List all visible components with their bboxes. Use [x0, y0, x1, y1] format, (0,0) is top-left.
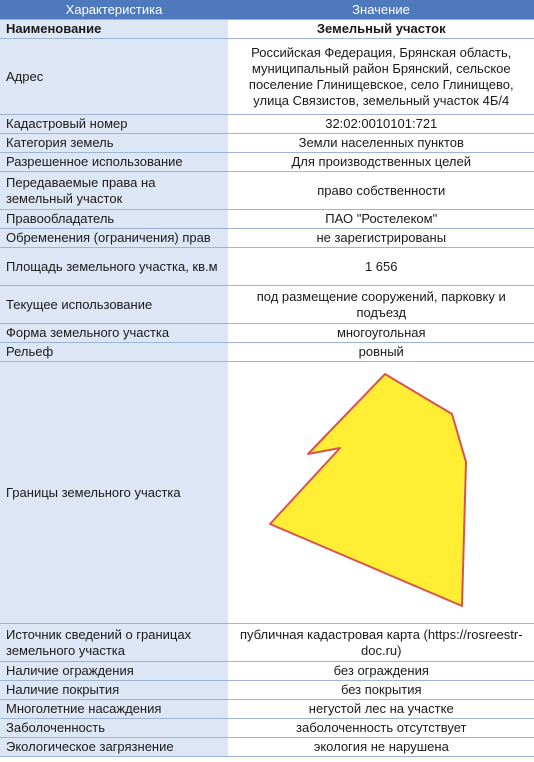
- parcel-boundary-image: [266, 368, 496, 618]
- row-value: 32:02:0010101:721: [228, 115, 534, 134]
- row-key: Категория земель: [0, 134, 228, 153]
- row-value: заболоченность отсутствует: [228, 719, 534, 738]
- row-value: ровный: [228, 343, 534, 362]
- table-row: [0, 210, 534, 229]
- row-value: без покрытия: [228, 681, 534, 700]
- row-key: Разрешенное использование: [0, 153, 228, 172]
- row-key: Адрес: [0, 39, 228, 115]
- row-key: Экологическое загрязнение: [0, 738, 228, 757]
- row-key: Многолетние насаждения: [0, 700, 228, 719]
- table-row: [0, 172, 534, 210]
- table-row: [0, 719, 534, 738]
- table-row: [0, 286, 534, 324]
- table-row: [0, 248, 534, 286]
- row-key: Передаваемые права на земельный участок: [0, 172, 228, 210]
- row-value: Земельный участок: [228, 20, 534, 39]
- row-value: без ограждения: [228, 662, 534, 681]
- row-value: экология не нарушена: [228, 738, 534, 757]
- row-value: публичная кадастровая карта (https://rosreestr-doc.ru): [228, 624, 534, 662]
- row-value: негустой лес на участке: [228, 700, 534, 719]
- row-key: Границы земельного участка: [0, 362, 228, 624]
- parcel-polygon: [270, 374, 466, 606]
- row-value: многоугольная: [228, 324, 534, 343]
- table-row: [0, 343, 534, 362]
- row-value: Земли населенных пунктов: [228, 134, 534, 153]
- row-value: Российская Федерация, Брянская область, муниципальный район Брянский, сельское поселение Глинищевское, село Глинищево, улица Связистов, земельный участок 4Б/4: [228, 39, 534, 115]
- row-key: Форма земельного участка: [0, 324, 228, 343]
- table-row: [0, 229, 534, 248]
- table-row: [0, 624, 534, 662]
- row-value: не зарегистрированы: [228, 229, 534, 248]
- table-row: [0, 115, 534, 134]
- row-value: право собственности: [228, 172, 534, 210]
- table-row: [0, 20, 534, 39]
- table-row: [0, 681, 534, 700]
- header-characteristic: Характеристика: [0, 0, 228, 20]
- header-value: Значение: [228, 0, 534, 20]
- row-key: Источник сведений о границах земельного участка: [0, 624, 228, 662]
- table-row: [0, 662, 534, 681]
- row-key: Заболоченность: [0, 719, 228, 738]
- row-value: Для производственных целей: [228, 153, 534, 172]
- table-row: [0, 700, 534, 719]
- row-key: Кадастровый номер: [0, 115, 228, 134]
- row-value: 1 656: [228, 248, 534, 286]
- row-key: Рельеф: [0, 343, 228, 362]
- table-row: [0, 362, 534, 624]
- row-key: Наименование: [0, 20, 228, 39]
- row-key: Площадь земельного участка, кв.м: [0, 248, 228, 286]
- row-key: Правообладатель: [0, 210, 228, 229]
- row-key: Текущее использование: [0, 286, 228, 324]
- table-row: [0, 134, 534, 153]
- table-row: [0, 39, 534, 115]
- table-row: [0, 738, 534, 757]
- table-row: [0, 153, 534, 172]
- row-key: Наличие покрытия: [0, 681, 228, 700]
- row-value: ПАО "Ростелеком": [228, 210, 534, 229]
- row-key: Наличие ограждения: [0, 662, 228, 681]
- parcel-map: [228, 362, 534, 624]
- table-header-row: [0, 0, 534, 20]
- row-value: под размещение сооружений, парковку и подъезд: [228, 286, 534, 324]
- table-row: [0, 324, 534, 343]
- row-key: Обременения (ограничения) прав: [0, 229, 228, 248]
